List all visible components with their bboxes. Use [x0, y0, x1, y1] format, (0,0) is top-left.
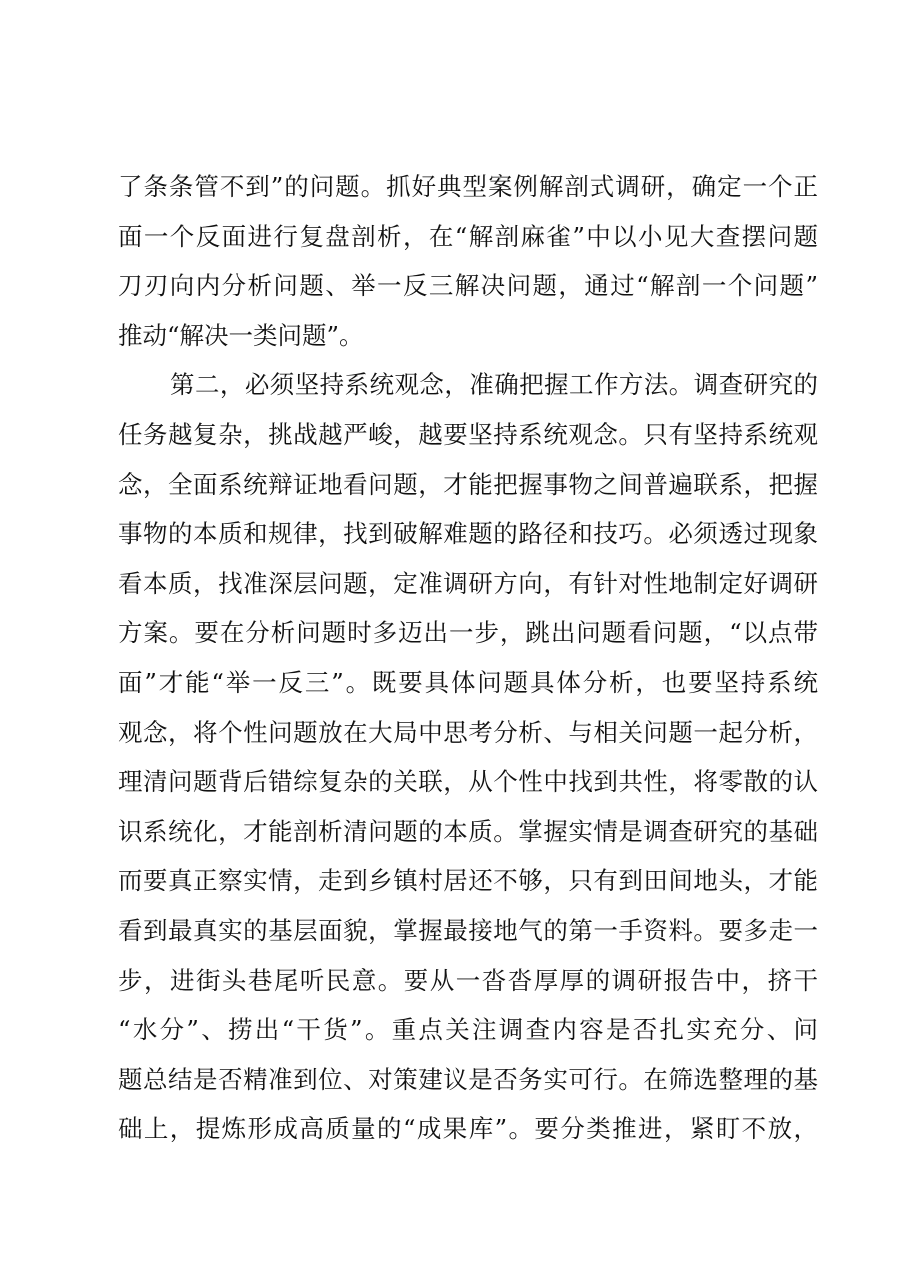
text-line: 方案。要在分析问题时多迈出一步，跳出问题看问题，“以点带	[118, 618, 818, 648]
text-line: 步，进街头巷尾听民意。要从一沓沓厚厚的调研报告中，挤干	[118, 965, 818, 995]
text-line: 题总结是否精准到位、对策建议是否务实可行。在筛选整理的基	[118, 1064, 818, 1094]
text-line: 刀刃向内分析问题、举一反三解决问题，通过“解剖一个问题”	[118, 271, 818, 301]
text-line: “水分”、捞出“干货”。重点关注调查内容是否扎实充分、问	[118, 1015, 818, 1045]
text-line: 看本质，找准深层问题，定准调研方向，有针对性地制定好调研	[118, 568, 818, 598]
text-line: 了条条管不到”的问题。抓好典型案例解剖式调研，确定一个正	[118, 172, 818, 201]
text-line: 观念，将个性问题放在大局中思考分析、与相关问题一起分析，	[118, 717, 818, 747]
text-line: 看到最真实的基层面貌，掌握最接地气的第一手资料。要多走一	[118, 915, 818, 945]
text-line: 事物的本质和规律，找到破解难题的路径和技巧。必须透过现象	[118, 519, 818, 549]
text-line: 而要真正察实情，走到乡镇村居还不够，只有到田间地头，才能	[118, 866, 818, 896]
text-line: 础上，提炼形成高质量的“成果库”。要分类推进，紧盯不放，	[118, 1114, 818, 1144]
text-line: 任务越复杂，挑战越严峻，越要坚持系统观念。只有坚持系统观	[118, 419, 818, 449]
text-line: 理清问题背后错综复杂的关联，从个性中找到共性，将零散的认	[118, 767, 818, 797]
text-line: 念，全面系统辩证地看问题，才能把握事物之间普遍联系，把握	[118, 469, 818, 499]
text-line: 推动“解决一类问题”。	[118, 320, 364, 350]
paragraph-first-line: 第二，必须坚持系统观念，准确把握工作方法。调查研究的	[170, 370, 818, 400]
body-text	[118, 162, 818, 1154]
text-line: 面一个反面进行复盘剖析，在“解剖麻雀”中以小见大查摆问题	[118, 221, 818, 251]
text-line: 面”才能“举一反三”。既要具体问题具体分析，也要坚持系统	[118, 667, 818, 697]
text-line: 识系统化，才能剖析清问题的本质。掌握实情是调查研究的基础	[118, 816, 818, 846]
